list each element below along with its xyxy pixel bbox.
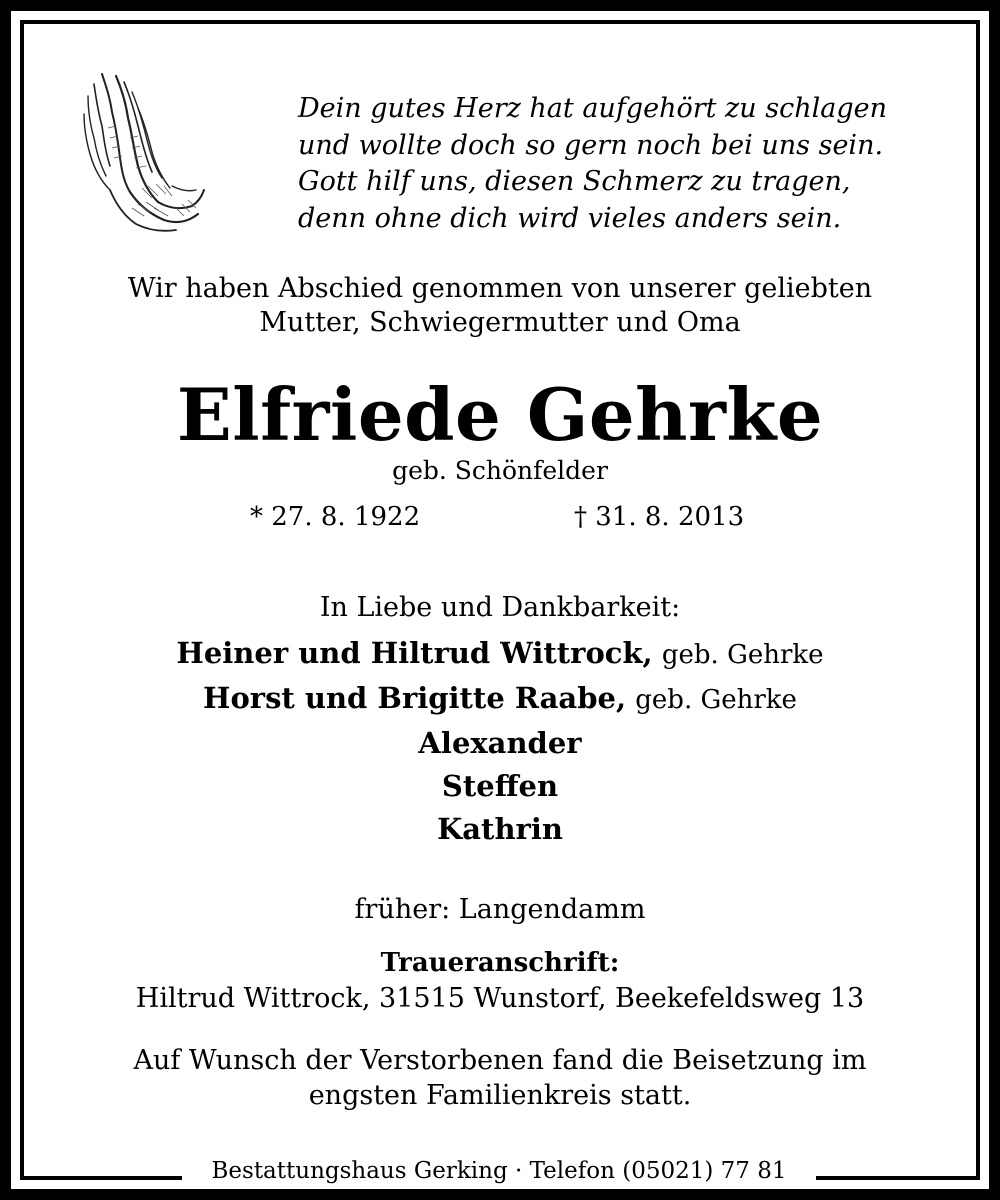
mourner-line	[24, 632, 976, 677]
poem-line: Dein gutes Herz hat aufgehört zu schlagen	[298, 93, 888, 124]
death-date: † 31. 8. 2013	[574, 502, 745, 532]
mourner-maiden: geb. Gehrke	[635, 685, 797, 715]
poem-line: denn ohne dich wird vieles anders sein.	[298, 202, 842, 234]
mourner-line	[24, 677, 976, 722]
grandchild-name: Alexander	[418, 726, 582, 760]
intro-line: Mutter, Schwiegermutter und Oma	[259, 307, 741, 338]
poem-line: Gott hilf uns, diesen Schmerz zu tragen,	[298, 166, 851, 197]
grandchild-name: Kathrin	[437, 812, 563, 846]
notice-line: engsten Familienkreis statt.	[308, 1080, 692, 1111]
intro-line: Wir haben Abschied genommen von unserer geliebten	[127, 273, 873, 304]
address-label: Traueranschrift:	[380, 948, 620, 978]
grandchild	[24, 722, 976, 765]
intro-text	[24, 272, 976, 340]
maiden-name: geb. Schönfelder	[392, 456, 608, 485]
deceased-name: Elfriede Gehrke	[176, 372, 824, 457]
mourner-maiden: geb. Gehrke	[661, 640, 824, 670]
poem-line: und wollte doch so gern noch bei uns sein.	[298, 129, 884, 161]
mourner-names: Horst und Brigitte Raabe,	[203, 681, 627, 715]
poem	[298, 91, 958, 237]
praying-hands-icon	[72, 68, 208, 234]
grandchild	[24, 808, 976, 851]
former-residence: früher: Langendamm	[354, 894, 646, 925]
grandchild-name: Steffen	[441, 769, 559, 803]
address-value: Hiltrud Wittrock, 31515 Wunstorf, Beekefeldsweg 13	[135, 983, 865, 1014]
mourners-heading: In Liebe und Dankbarkeit:	[319, 592, 681, 623]
notice-line: Auf Wunsch der Verstorbenen fand die Beisetzung im	[133, 1045, 867, 1076]
mourner-names: Heiner und Hiltrud Wittrock,	[176, 636, 653, 670]
mourners-list	[24, 632, 976, 851]
birth-date: * 27. 8. 1922	[250, 502, 421, 532]
funeral-home-footer: Bestattungshaus Gerking · Telefon (05021) 77 81	[182, 1154, 816, 1188]
grandchild	[24, 765, 976, 808]
burial-notice	[24, 1043, 976, 1113]
